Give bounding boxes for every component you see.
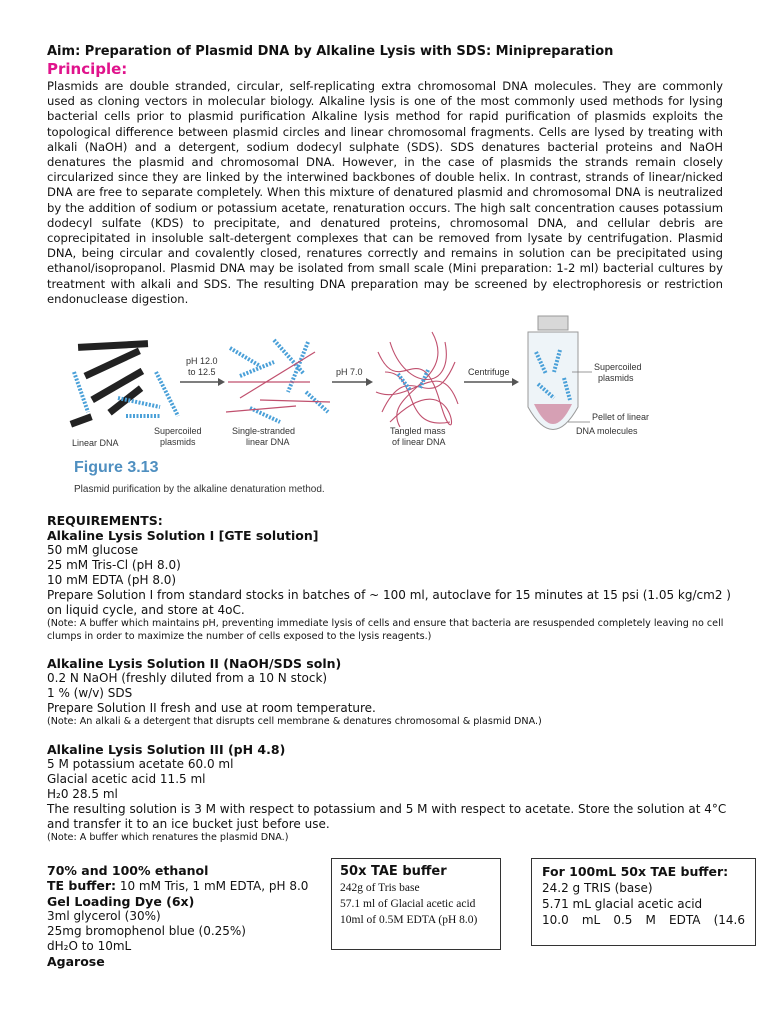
solution-2-line: Prepare Solution II fresh and use at room temperature. xyxy=(47,701,376,715)
figure-label-tube-supercoiled-2: plasmids xyxy=(598,373,634,383)
figure-label-tangled-1: Tangled mass xyxy=(390,426,446,436)
arrow-1-head xyxy=(218,378,225,386)
figure-label-ph-low: pH 7.0 xyxy=(336,367,363,377)
principle-heading: Principle: xyxy=(47,60,128,78)
solution-1-line: Prepare Solution I from standard stocks in batches of ~ 100 ml, autoclave for 15 minutes at 15 psi (1.05 kg/cm2 ) on liquid cycle, and store at 4oC. xyxy=(47,588,731,617)
figure-label-ph-high-1: pH 12.0 xyxy=(186,356,218,366)
solution-2-note: (Note: An alkali & a detergent that disrupts cell membrane & denatures chromosomal & plasmid DNA.) xyxy=(47,716,542,727)
tae-buffer-box xyxy=(331,858,501,950)
solution-1-line: 10 mM EDTA (pH 8.0) xyxy=(47,573,177,587)
solution-1-line: 50 mM glucose xyxy=(47,543,139,557)
figure-number: Figure 3.13 xyxy=(74,459,159,476)
figure-label-tube-supercoiled-1: Supercoiled xyxy=(594,362,642,372)
tae-100ml-box xyxy=(531,858,756,946)
figure-label-linear-dna: Linear DNA xyxy=(72,438,119,448)
tae-100ml-line: 24.2 g TRIS (base) xyxy=(542,881,653,895)
principle-paragraph: Plasmids are double stranded, circular, self-replicating extra chromosomal DNA molecules. They are commonly used as cloning vectors in molecular biology. Alkaline lysis is one of the most commonly used methods for lysing bacterial cells prior to plasmid purification Alkaline lysis method for rapid purification of plasmids exploits the topological difference between plasmid circles and linear chromosomal fragments. Cells are lysed by treating with alkali (NaOH) and a detergent, sodium dodecyl sulphate (SDS). SDS denatures bacterial proteins and NaOH denatures the plasmid and chromosomal DNA. However, in the case of plasmids the strands remain closely circularized since they are linked by the interwined backbones of double helix. In contrast, strands of linear/nicked DNA are free to separate completely. When this mixture of denatured plasmid and chromosomal DNA is neutralized by the addition of sodium or potassium acetate, renaturation occurs. The high salt concentration causes potassium dodecyl sulfate (KDS) to precipitate, and denatured proteins, chromosomal DNA, and cellular debris are coprecipitated in insoluble salt-detergent complexes that can be removed from lysate by centrifugation. Plasmid DNA, being circular and covalently closed, renatures correctly and remains in solution can be precipitated using ethanol/isopropanol. Plasmid DNA may be isolated from small scale (Mini preparation: 1-2 ml) bacterial cultures by treatment with alkali and SDS. The resulting DNA preparation may be screened by electrophoresis or restriction endonuclease digestion. xyxy=(47,79,723,306)
single-stranded-dna xyxy=(230,340,328,422)
solution-3-line: H₂0 28.5 ml xyxy=(47,786,118,801)
figure-label-ph-high-2: to 12.5 xyxy=(188,367,216,377)
linear-dna-fragments xyxy=(70,340,149,427)
solution-1-line: 25 mM Tris-Cl (pH 8.0) xyxy=(47,558,181,572)
te-buffer-item xyxy=(47,878,337,894)
figure-label-pellet-2: DNA molecules xyxy=(576,426,638,436)
solution-1-note: (Note: A buffer which maintains pH, preventing immediate lysis of cells and ensure that bacteria are resuspended completely leaving no cell clumps in order to maximize the number of cells exposed to the lysis reagents.) xyxy=(47,618,724,642)
solution-2-heading: Alkaline Lysis Solution II (NaOH/SDS soln) xyxy=(47,656,342,671)
solution-3-heading: Alkaline Lysis Solution III (pH 4.8) xyxy=(47,741,286,757)
figure-label-supercoiled-2: plasmids xyxy=(160,437,196,447)
other-reagents xyxy=(47,863,337,969)
aim-heading: Aim: Preparation of Plasmid DNA by Alkaline Lysis with SDS: Minipreparation xyxy=(47,44,614,59)
figure-label-tangled-2: of linear DNA xyxy=(392,437,446,447)
figure-label-single-stranded-1: Single-stranded xyxy=(232,426,296,436)
arrow-3-head xyxy=(512,378,519,386)
figure-label-single-stranded-2: linear DNA xyxy=(246,437,290,447)
solution-2-line: 1 % (w/v) SDS xyxy=(47,686,133,700)
tae-100ml-line: 10.0 mL 0.5 M EDTA (14.6 xyxy=(542,913,745,927)
tae-100ml-line: 5.71 mL glacial acetic acid xyxy=(542,897,703,911)
agarose-item: Agarose xyxy=(47,954,105,969)
plasmid-purification-figure xyxy=(60,312,680,502)
figure-label-supercoiled-1: Supercoiled xyxy=(154,426,202,436)
tae-buffer-line: 10ml of 0.5M EDTA (pH 8.0) xyxy=(340,914,478,926)
tae-buffer-line: 242g of Tris base xyxy=(340,882,420,894)
figure-label-centrifuge: Centrifuge xyxy=(468,367,510,377)
solution-3-line: Glacial acetic acid 11.5 ml xyxy=(47,771,206,786)
ethanol-item: 70% and 100% ethanol xyxy=(47,863,209,878)
figure-label-pellet-1: Pellet of linear xyxy=(592,412,650,422)
gel-loading-dye-line: 3ml glycerol (30%) xyxy=(47,909,161,923)
solution-2-line: 0.2 N NaOH (freshly diluted from a 10 N stock) xyxy=(47,671,328,685)
centrifuge-tube xyxy=(528,316,578,430)
te-buffer-value: 10 mM Tris, 1 mM EDTA, pH 8.0 xyxy=(116,879,309,893)
tae-100ml-heading: For 100mL 50x TAE buffer: xyxy=(542,864,729,879)
tangled-mass xyxy=(376,332,458,427)
requirements-heading: REQUIREMENTS: xyxy=(47,513,163,528)
solution-3-line: 5 M potassium acetate 60.0 ml xyxy=(47,756,234,771)
tae-buffer-heading: 50x TAE buffer xyxy=(340,864,447,879)
requirements-section xyxy=(47,513,737,844)
solution-1-heading: Alkaline Lysis Solution I [GTE solution] xyxy=(47,528,319,543)
single-strands xyxy=(226,352,330,412)
solution-3-line: The resulting solution is 3 M with respect to potassium and 5 M with respect to acetate. Store the solution at 4°C and transfer it to an ice bucket just before use. xyxy=(47,801,727,831)
arrow-2-head xyxy=(366,378,373,386)
gel-loading-dye-heading: Gel Loading Dye (6x) xyxy=(47,894,195,909)
tae-buffer-line: 57.1 ml of Glacial acetic acid xyxy=(340,898,476,910)
figure-caption: Plasmid purification by the alkaline denaturation method. xyxy=(74,484,325,495)
gel-loading-dye-line: 25mg bromophenol blue (0.25%) xyxy=(47,924,246,938)
solution-3-note: (Note: A buffer which renatures the plasmid DNA.) xyxy=(47,831,289,843)
gel-loading-dye-line: dH₂O to 10mL xyxy=(47,939,132,953)
te-buffer-label: TE buffer: xyxy=(47,878,117,893)
